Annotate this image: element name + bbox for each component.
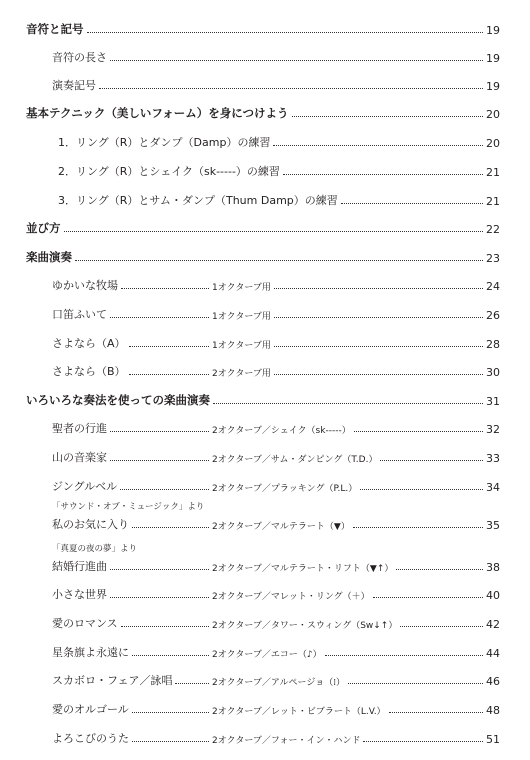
dot-leader: [87, 32, 484, 33]
toc-entry-subsection[interactable]: [0, 157, 530, 179]
dot-leader: [121, 626, 209, 627]
toc-entry-section[interactable]: [0, 99, 530, 121]
toc-page-number: 20: [486, 137, 500, 150]
toc-page-number: 19: [486, 24, 500, 37]
toc-page-number: 24: [486, 280, 500, 293]
toc-song-entry[interactable]: [0, 666, 530, 688]
toc-entry-title: いろいろな奏法を使っての楽曲演奏: [26, 393, 210, 407]
toc-entry-subsection[interactable]: [0, 71, 530, 93]
toc-page-number: 30: [486, 366, 500, 379]
toc-song-entry[interactable]: [0, 580, 530, 602]
song-source-note: 「真夏の夜の夢」より: [52, 544, 138, 554]
song-range: 1オクターブ用: [212, 312, 271, 322]
toc-entry-title: 基本テクニック（美しいフォーム）を身につけよう: [26, 106, 289, 120]
dot-leader: [274, 374, 483, 375]
toc-page-number: 21: [486, 166, 500, 179]
song-title: 口笛ふいて: [52, 308, 107, 321]
toc-song-entry[interactable]: [0, 300, 530, 322]
song-range: 1オクターブ用: [212, 341, 271, 351]
dot-leader: [360, 489, 483, 490]
toc-page-number: 35: [486, 519, 500, 532]
dot-leader: [99, 88, 483, 89]
toc-song-entry[interactable]: [0, 695, 530, 717]
song-title: 聖者の行進: [52, 422, 107, 435]
toc-page-number: 46: [486, 675, 500, 688]
toc-entry-subsection[interactable]: [0, 43, 530, 65]
dot-leader: [292, 116, 483, 117]
dot-leader: [120, 489, 209, 490]
dot-leader: [348, 683, 483, 684]
song-technique: 2オクターブ／アルページョ（⁞）: [212, 678, 346, 688]
toc-entry-title: 3．リング（R）とサム・ダンプ（Thum Damp）の練習: [58, 194, 338, 207]
song-title: よろこびのうた: [52, 732, 129, 745]
dot-leader: [129, 346, 209, 347]
toc-song-entry[interactable]: [0, 510, 530, 532]
dot-leader: [373, 597, 483, 598]
toc-page-number: 20: [486, 108, 500, 121]
toc-entry-title: 楽曲演奏: [26, 250, 72, 264]
toc-page-number: 23: [486, 252, 500, 265]
toc-page-number: 44: [486, 647, 500, 660]
song-technique: 2オクターブ／マルテラート（▼）: [212, 522, 350, 532]
song-technique: 2オクターブ／タワー・スウィング（Sw↓↑）: [212, 621, 398, 631]
dot-leader: [400, 626, 483, 627]
dot-leader: [110, 431, 209, 432]
toc-entry-title: 1．リング（R）とダンプ（Damp）の練習: [58, 136, 271, 149]
toc-page-number: 26: [486, 309, 500, 322]
toc-entry-subsection[interactable]: [0, 128, 530, 150]
toc-entry-title: 音符と記号: [26, 22, 84, 36]
song-technique: 2オクターブ／サム・ダンピング（T.D.）: [212, 455, 378, 465]
dot-leader: [396, 569, 483, 570]
dot-leader: [132, 712, 209, 713]
toc-song-entry[interactable]: [0, 414, 530, 436]
toc-page-number: 33: [486, 452, 500, 465]
song-technique: 2オクターブ／レット・ビブラート（L.V.）: [212, 707, 386, 717]
toc-song-entry[interactable]: [0, 609, 530, 631]
toc-song-entry[interactable]: [0, 724, 530, 746]
toc-page-number: 22: [486, 223, 500, 236]
dot-leader: [175, 683, 209, 684]
toc-song-entry[interactable]: [0, 638, 530, 660]
toc-page-number: 51: [486, 733, 500, 746]
song-title: ゆかいな牧場: [52, 279, 118, 292]
song-range: 1オクターブ用: [212, 283, 271, 293]
dot-leader: [75, 260, 483, 261]
dot-leader: [110, 597, 209, 598]
dot-leader: [132, 655, 209, 656]
dot-leader: [110, 317, 209, 318]
toc-page-number: 38: [486, 561, 500, 574]
toc-page-number: 31: [486, 395, 500, 408]
toc-song-entry[interactable]: [0, 271, 530, 293]
dot-leader: [110, 460, 209, 461]
song-range: 2オクターブ用: [212, 369, 271, 379]
toc-entry-title: 音符の長さ: [52, 51, 107, 64]
toc-page-number: 34: [486, 481, 500, 494]
dot-leader: [132, 741, 209, 742]
dot-leader: [283, 174, 483, 175]
song-technique: 2オクターブ／プラッキング（P.L.）: [212, 484, 358, 494]
toc-entry-subsection[interactable]: [0, 186, 530, 208]
dot-leader: [380, 460, 483, 461]
toc-page-number: 28: [486, 338, 500, 351]
toc-page-number: 19: [486, 52, 500, 65]
dot-leader: [274, 346, 483, 347]
dot-leader: [274, 317, 483, 318]
song-title: さよなら（B）: [52, 365, 126, 378]
dot-leader: [213, 403, 483, 404]
dot-leader: [110, 569, 209, 570]
dot-leader: [353, 527, 483, 528]
dot-leader: [354, 431, 483, 432]
toc-entry-title: 並び方: [26, 221, 61, 235]
dot-leader: [121, 288, 209, 289]
song-technique: 2オクターブ／マレット・リング（＋）: [212, 592, 370, 602]
dot-leader: [110, 60, 483, 61]
toc-page-number: 48: [486, 704, 500, 717]
toc-page-number: 21: [486, 195, 500, 208]
toc-song-entry[interactable]: [0, 552, 530, 574]
song-technique: 2オクターブ／マルテラート・リフト（▼↑）: [212, 564, 394, 574]
song-technique: 2オクターブ／エコー（♪）: [212, 650, 322, 660]
song-title: 小さな世界: [52, 588, 107, 601]
song-title: 愛のオルゴール: [52, 703, 129, 716]
dot-leader: [132, 527, 209, 528]
song-technique: 2オクターブ／フォー・イン・ハンド: [212, 736, 361, 746]
song-title: 星条旗よ永遠に: [52, 646, 129, 659]
toc-page-number: 42: [486, 618, 500, 631]
song-technique: 2オクターブ／シェイク（sk-----）: [212, 426, 351, 436]
toc-page-number: 19: [486, 80, 500, 93]
song-title: 結婚行進曲: [52, 560, 107, 573]
dot-leader: [274, 288, 483, 289]
dot-leader: [363, 741, 483, 742]
toc-entry-section[interactable]: [0, 386, 530, 408]
toc-entry-title: 2．リング（R）とシェイク（sk-----）の練習: [58, 165, 280, 178]
dot-leader: [325, 655, 483, 656]
toc-entry-section[interactable]: [0, 243, 530, 265]
dot-leader: [341, 203, 483, 204]
toc-entry-title: 演奏記号: [52, 79, 96, 92]
song-title: ジングルベル: [52, 480, 118, 493]
song-title: さよなら（A）: [52, 337, 126, 350]
toc-entry-section[interactable]: [0, 214, 530, 236]
dot-leader: [389, 712, 483, 713]
song-title: 私のお気に入り: [52, 518, 129, 531]
toc-song-entry[interactable]: [0, 357, 530, 379]
toc-song-entry[interactable]: [0, 443, 530, 465]
dot-leader: [64, 231, 484, 232]
song-title: 愛のロマンス: [52, 617, 118, 630]
toc-song-entry[interactable]: [0, 329, 530, 351]
song-title: 山の音楽家: [52, 451, 107, 464]
dot-leader: [273, 145, 483, 146]
toc-entry-section[interactable]: [0, 15, 530, 37]
toc-song-entry[interactable]: [0, 472, 530, 494]
dot-leader: [129, 374, 209, 375]
toc-page-number: 40: [486, 589, 500, 602]
toc-page-number: 32: [486, 423, 500, 436]
song-title: スカボロ・フェア／詠唱: [52, 674, 173, 687]
song-source-note: 「サウンド・オブ・ミュージック」より: [52, 502, 205, 512]
